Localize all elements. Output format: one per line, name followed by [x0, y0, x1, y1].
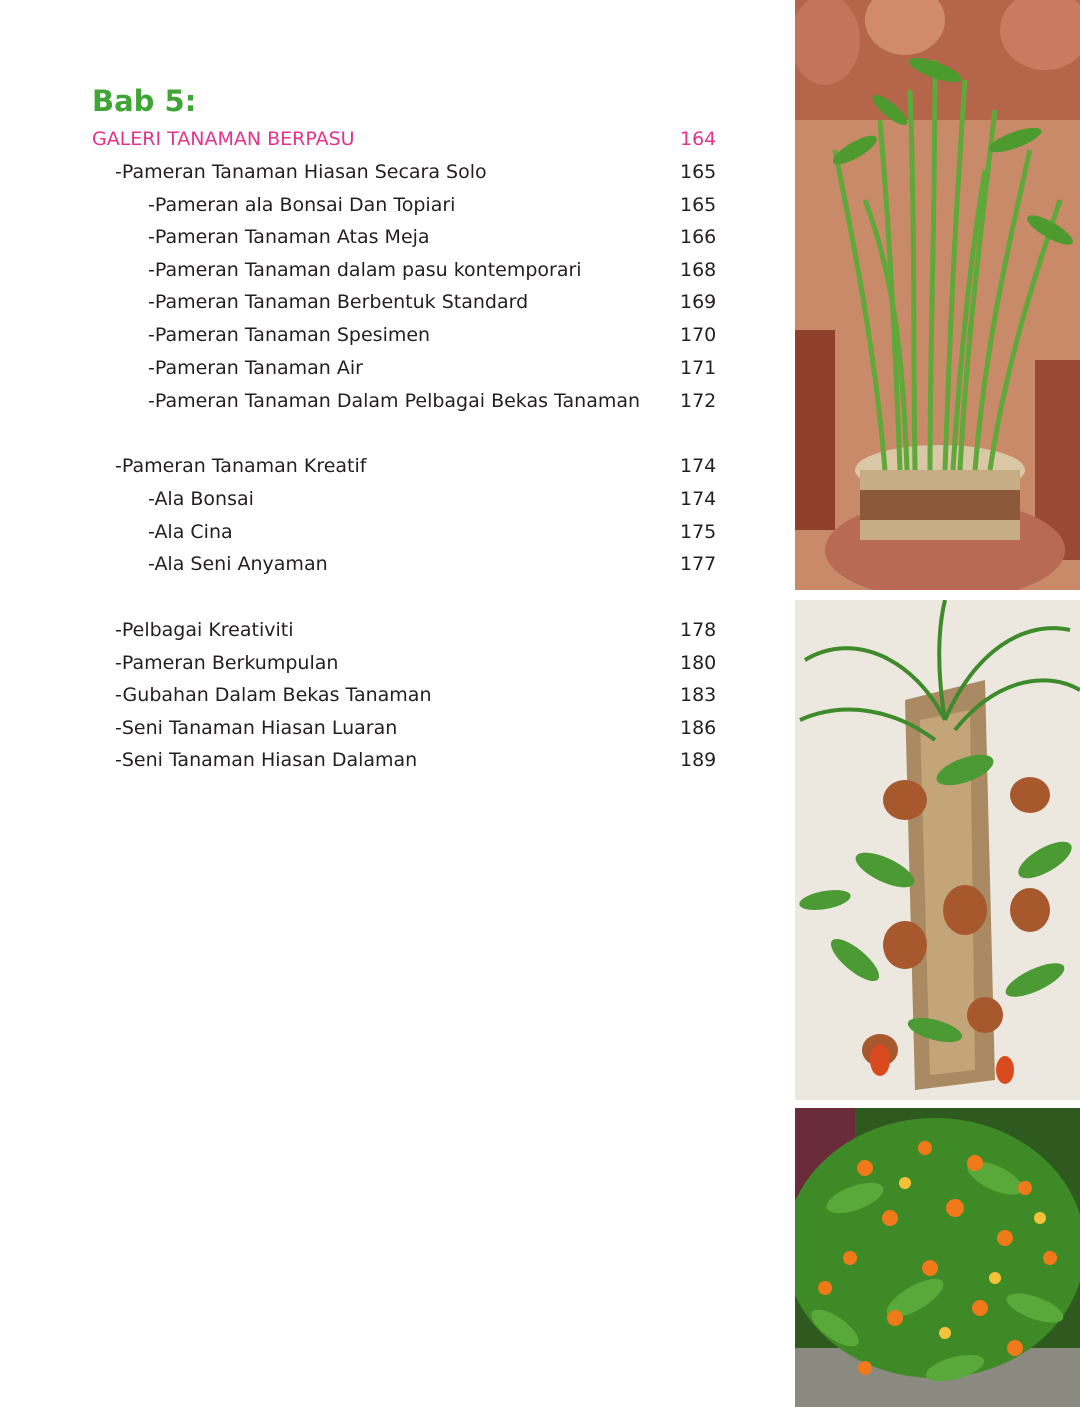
toc-entry-title: -Pameran Tanaman Kreatif	[115, 455, 367, 477]
toc-entry-page: 177	[680, 553, 717, 575]
toc-entry-title: GALERI TANAMAN BERPASU	[92, 128, 355, 150]
toc-entry-page: 174	[680, 488, 717, 510]
toc-entry-page: 175	[680, 521, 717, 543]
toc-entry[interactable]	[148, 386, 738, 416]
photo-lucky-bamboo	[795, 0, 1080, 590]
toc-entry-page: 170	[680, 324, 717, 346]
toc-entry[interactable]	[148, 320, 738, 350]
toc-entry-title: -Pameran Tanaman Spesimen	[148, 324, 431, 346]
toc-entry-title: -Pameran Tanaman Berbentuk Standard	[148, 291, 529, 313]
toc-entry[interactable]	[148, 484, 738, 514]
toc-entry[interactable]	[115, 615, 735, 645]
toc-entry-page: 174	[680, 455, 717, 477]
photo-creative-arrangement	[795, 600, 1080, 1100]
toc-entry[interactable]	[148, 255, 738, 285]
toc-entry-title: -Pameran Tanaman Dalam Pelbagai Bekas Tanaman	[148, 390, 641, 412]
toc-entry-page: 183	[680, 684, 717, 706]
toc-entry-title: -Seni Tanaman Hiasan Luaran	[115, 717, 398, 739]
toc-entry-page: 186	[680, 717, 717, 739]
toc-entry-page: 165	[680, 161, 717, 183]
toc-entry[interactable]	[115, 680, 735, 710]
toc-entry[interactable]	[148, 353, 738, 383]
toc-entry-title: -Pameran Berkumpulan	[115, 652, 339, 674]
toc-entry-page: 178	[680, 619, 717, 641]
toc-entry-page: 166	[680, 226, 717, 248]
toc-entry-title: -Pameran Tanaman dalam pasu kontemporari	[148, 259, 582, 281]
toc-entry[interactable]	[148, 222, 738, 252]
toc-entry[interactable]	[115, 451, 735, 481]
toc-entry-page: 165	[680, 194, 717, 216]
toc-entry-page: 168	[680, 259, 717, 281]
toc-entry-title: -Pameran Tanaman Atas Meja	[148, 226, 430, 248]
toc-entry-title: -Seni Tanaman Hiasan Dalaman	[115, 749, 418, 771]
toc-entry-title: -Pelbagai Kreativiti	[115, 619, 294, 641]
toc-entry[interactable]	[148, 287, 738, 317]
photo-fruit-bush	[795, 1108, 1080, 1407]
toc-entry-page: 189	[680, 749, 717, 771]
toc-entry-title: -Pameran Tanaman Hiasan Secara Solo	[115, 161, 487, 183]
toc-entry[interactable]	[115, 745, 735, 775]
toc-entry-title: -Gubahan Dalam Bekas Tanaman	[115, 684, 432, 706]
toc-entry[interactable]	[148, 190, 738, 220]
toc-entry-page: 169	[680, 291, 717, 313]
toc-section-heading[interactable]	[92, 124, 732, 154]
toc-entry[interactable]	[115, 713, 735, 743]
toc-entry[interactable]	[115, 157, 735, 187]
toc-entry-title: -Ala Cina	[148, 521, 233, 543]
toc-entry-title: -Ala Seni Anyaman	[148, 553, 328, 575]
chapter-title: Bab 5:	[92, 84, 197, 118]
toc-entry[interactable]	[148, 549, 738, 579]
toc-entry-page: 172	[680, 390, 717, 412]
toc-entry-page: 171	[680, 357, 717, 379]
toc-entry-title: -Pameran Tanaman Air	[148, 357, 363, 379]
toc-entry[interactable]	[148, 517, 738, 547]
toc-entry[interactable]	[115, 648, 735, 678]
toc-entry-title: -Ala Bonsai	[148, 488, 254, 510]
toc-entry-title: -Pameran ala Bonsai Dan Topiari	[148, 194, 456, 216]
toc-entry-page: 180	[680, 652, 717, 674]
toc-entry-page: 164	[680, 128, 717, 150]
